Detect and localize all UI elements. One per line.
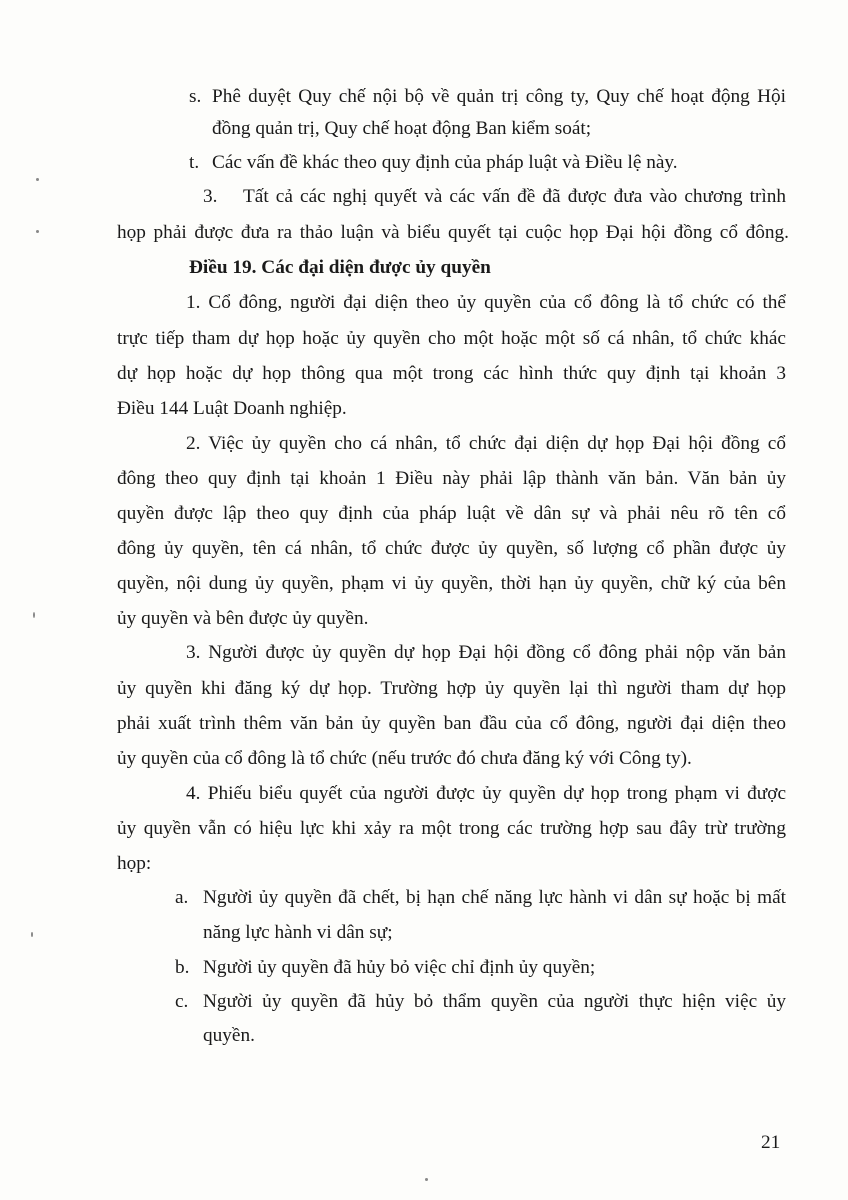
item-t-text: Các vấn đề khác theo quy định của pháp luật và Điều lệ này.	[212, 152, 678, 173]
p1-line-3: dự họp hoặc dự họp thông qua một trong các hình thức quy định tại khoản 3	[117, 363, 786, 384]
p2-line-6: ủy quyền và bên được ủy quyền.	[117, 608, 369, 629]
article-heading: Điều 19. Các đại diện được ủy quyền	[189, 257, 491, 278]
list-marker-c: c.	[175, 991, 189, 1012]
p4-line-1: 4. Phiếu biểu quyết của người được ủy quyền dự họp trong phạm vi được	[186, 783, 786, 804]
item-s-line-1: Phê duyệt Quy chế nội bộ về quản trị công ty, Quy chế hoạt động Hội	[212, 86, 786, 107]
list-marker-3: 3.	[203, 186, 218, 207]
item-a-line-1: Người ủy quyền đã chết, bị hạn chế năng lực hành vi dân sự hoặc bị mất	[203, 887, 786, 908]
list-marker-t: t.	[189, 152, 200, 173]
item-a-line-2: năng lực hành vi dân sự;	[203, 922, 393, 943]
p3-line-3: phải xuất trình thêm văn bản ủy quyền ban đầu của cổ đông, người đại diện theo	[117, 713, 786, 734]
p2-line-4: đông ủy quyền, tên cá nhân, tổ chức được ủy quyền, số lượng cổ phần được ủy	[117, 538, 786, 559]
scan-speck	[33, 612, 35, 618]
p1-line-4: Điều 144 Luật Doanh nghiệp.	[117, 398, 347, 419]
item-b-text: Người ủy quyền đã hủy bỏ việc chỉ định ủy quyền;	[203, 957, 596, 978]
scan-speck	[425, 1178, 428, 1181]
scan-speck	[36, 178, 39, 181]
p3-line-4: ủy quyền của cổ đông là tổ chức (nếu trước đó chưa đăng ký với Công ty).	[117, 748, 692, 769]
scan-speck	[31, 932, 33, 937]
p2-line-2: đông theo quy định tại khoản 1 Điều này phải lập thành văn bản. Văn bản ủy	[117, 468, 786, 489]
p2-line-3: quyền được lập theo quy định của pháp luật về dân sự và phải nêu rõ tên cổ	[117, 503, 786, 524]
p3-line-1: 3. Người được ủy quyền dự họp Đại hội đồng cổ đông phải nộp văn bản	[186, 642, 786, 663]
item-3-line-2: họp phải được đưa ra thảo luận và biểu quyết tại cuộc họp Đại hội đồng cổ đông.	[117, 222, 789, 243]
scan-speck	[36, 230, 39, 233]
list-marker-s: s.	[189, 86, 202, 107]
p2-line-5: quyền, nội dung ủy quyền, phạm vi ủy quyền, thời hạn ủy quyền, chữ ký của bên	[117, 573, 786, 594]
p4-line-2: ủy quyền vẫn có hiệu lực khi xảy ra một trong các trường hợp sau đây trừ trường	[117, 818, 786, 839]
item-c-line-1: Người ủy quyền đã hủy bỏ thẩm quyền của người thực hiện việc ủy	[203, 991, 786, 1012]
p3-line-2: ủy quyền khi đăng ký dự họp. Trường hợp ủy quyền lại thì người tham dự họp	[117, 678, 786, 699]
page-number: 21	[761, 1132, 781, 1153]
item-c-line-2: quyền.	[203, 1025, 255, 1046]
p1-line-2: trực tiếp tham dự họp hoặc ủy quyền cho một hoặc một số cá nhân, tổ chức khác	[117, 328, 786, 349]
p4-line-3: họp:	[117, 853, 152, 874]
list-marker-b: b.	[175, 957, 190, 978]
item-3-line-1: Tất cả các nghị quyết và các vấn đề đã được đưa vào chương trình	[243, 186, 786, 207]
list-marker-a: a.	[175, 887, 189, 908]
p2-line-1: 2. Việc ủy quyền cho cá nhân, tổ chức đại diện dự họp Đại hội đồng cổ	[186, 433, 786, 454]
p1-line-1: 1. Cổ đông, người đại diện theo ủy quyền của cổ đông là tổ chức có thể	[186, 292, 786, 313]
item-s-line-2: đồng quản trị, Quy chế hoạt động Ban kiểm soát;	[212, 118, 592, 139]
